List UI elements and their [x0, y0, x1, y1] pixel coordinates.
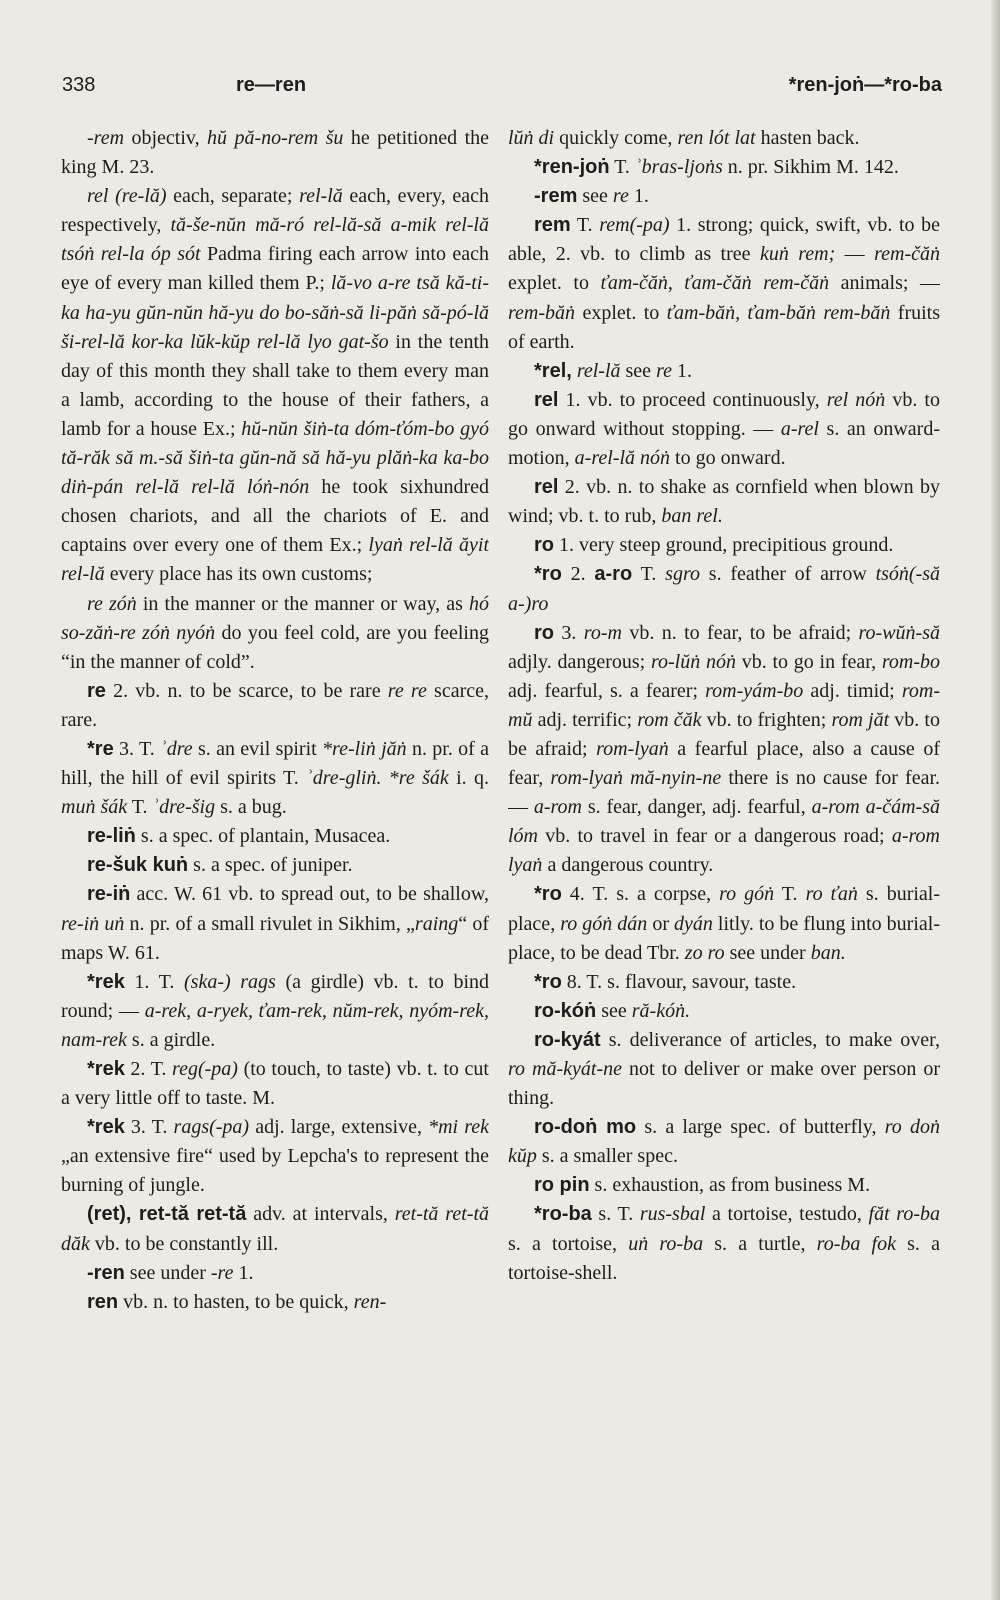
definition-text: 3. T. [124, 1116, 174, 1139]
headword: re-šuk kuṅ [87, 854, 189, 877]
dictionary-entry [61, 1200, 489, 1258]
headword: a-ro [594, 563, 633, 586]
definition-text: „an extensive fire“ used by Lepcha's to represent the burning of jungle. [61, 1145, 489, 1197]
lepcha-text: rom-lyaṅ [596, 737, 669, 760]
definition-text: 3. T. [113, 737, 161, 760]
dictionary-entry [508, 357, 940, 386]
headword: *rek [87, 1116, 125, 1139]
lepcha-text: re-iṅ uṅ [61, 912, 125, 935]
definition-text: s. an evil spirit [192, 737, 323, 760]
definition-text: Padma firing each arrow into each eye of every man killed them P.; [61, 243, 489, 295]
definition-text: 1. very steep ground, precipitious ground. [554, 534, 894, 557]
definition-text: 2. vb. n. to be scarce, to be rare [105, 679, 388, 702]
lepcha-text: hŭ pă-no-rem šu [207, 127, 344, 149]
dictionary-entry [508, 531, 940, 560]
lepcha-text: hŭ-nŭn šiṅ-ta dóm-ťóm-bo gyó tă-răk să m.-să šiṅ-ta gŭn-nă să hă-yu plăṅ-ka ka-bo diṅ-pán rel-lă rel-lă lóṅ-nón [61, 417, 489, 499]
lepcha-text: ʾdre-šig [152, 796, 216, 819]
definition-text: 1. T. [124, 970, 185, 993]
lepcha-text: lă-vo a-re tsă kă-ti-ka ha-yu gŭn-nŭn hă-yu do bo-săṅ-să li-păṅ să-pó-lă ši-rel-lă kor-ka lŭk-kŭp rel-lă lyo gat-šo [61, 272, 489, 353]
lepcha-text: -re [210, 1261, 234, 1284]
dictionary-entry [508, 1171, 940, 1200]
lepcha-text: ren- [353, 1290, 387, 1313]
lepcha-text: rel-lă [299, 185, 343, 208]
definition-text: n. pr. of a small rivulet in Sikhim, „ [124, 912, 415, 935]
definition-text: 1. strong; quick, swift, vb. to be able, 2. vb. to climb as tree [508, 214, 940, 266]
definition-text: see [620, 359, 657, 382]
headword: (ret), ret-tă ret-tă [87, 1203, 247, 1226]
definition-text: s. a tortoise-shell. [508, 1232, 940, 1284]
definition-text: vb. to go onward without stopping. — [508, 388, 940, 440]
dictionary-entry [61, 677, 489, 735]
dictionary-entry [508, 968, 940, 997]
right-column [508, 124, 940, 1574]
lepcha-text: ʾdre-gliṅ. *re šák [306, 767, 449, 790]
lepcha-text: *mi rek [428, 1116, 489, 1139]
dictionary-entry [61, 124, 489, 182]
dictionary-entry [508, 1200, 940, 1287]
definition-text: litly. to be flung into burial-place, to be dead Tbr. [508, 912, 940, 964]
lepcha-text: ban rel. [661, 505, 723, 528]
dictionary-entry [61, 182, 489, 589]
lepcha-text: ťam-băṅ, ťam-băṅ rem-băṅ [666, 301, 891, 324]
definition-text: s. burial-place, [508, 883, 940, 935]
definition-text: or [647, 912, 674, 935]
headword: ro-doṅ mo [534, 1116, 637, 1139]
headword: *rek [87, 970, 125, 993]
headword: *ro [534, 970, 562, 993]
definition-text: acc. W. 61 vb. to spread out, to be shallow, [130, 883, 489, 906]
definition-text: s. T. [591, 1203, 640, 1226]
definition-text: T. [570, 214, 600, 237]
definition-text: see [577, 185, 613, 208]
definition-text: — [835, 243, 875, 266]
lepcha-text: a-rek, a-ryek, ťam-rek, nŭm-rek, nyóm-rek, nam-rek [61, 999, 489, 1051]
headword: *rel, [534, 359, 572, 382]
definition-text: n. pr. of a hill, the hill of evil spirits T. [61, 737, 489, 790]
definition-text: i. q. [448, 767, 489, 790]
definition-text: adj. timid; [803, 679, 902, 702]
definition-text: vb. n. to fear, to be afraid; [621, 621, 859, 644]
dictionary-entry [508, 1026, 940, 1113]
definition-text: he petitioned the king M. 23. [61, 127, 489, 179]
lepcha-text: ro mă-kyát-ne [508, 1058, 622, 1080]
lepcha-text: ro ťaṅ [805, 883, 858, 906]
definition-text: 8. T. s. flavour, savour, taste. [561, 970, 797, 993]
lepcha-text: rom čăk [637, 708, 702, 731]
definition-text: adj. large, extensive, [249, 1116, 429, 1139]
definition-text: s. a smaller spec. [536, 1145, 678, 1168]
definition-text: in the tenth day of this month they shall take to them every man a lamb, according to the house of their fathers, a lamb for a house Ex.; [61, 330, 489, 440]
dictionary-entry [61, 968, 489, 1055]
lepcha-text: ro-wŭṅ-să [858, 621, 940, 644]
definition-text: a fearful place, also a cause of fear, [508, 737, 940, 790]
page-number: 338 [62, 74, 96, 96]
lepcha-text: rom-bo [881, 650, 940, 673]
definition-text: adj. fearful, s. a fearer; [508, 679, 706, 702]
lepcha-text: re zóṅ [87, 592, 137, 615]
definition-text: explet. to [575, 301, 667, 324]
headword: *ro [534, 883, 562, 906]
left-running-title: re—ren [236, 74, 307, 96]
lepcha-text: a-rom a-čám-să lóm [508, 796, 940, 848]
lepcha-text: reg(-pa) [172, 1058, 238, 1080]
definition-text: do you feel cold, are you feeling “in the manner of cold”. [61, 621, 489, 673]
headword: rel [534, 476, 559, 499]
definition-text: s. a tortoise, [508, 1232, 629, 1255]
lepcha-text: ren lót lat [677, 127, 756, 149]
lepcha-text: ro góṅ [719, 883, 775, 906]
lepcha-text: rom-mŭ [508, 679, 940, 731]
lepcha-text: a-rel [780, 417, 819, 440]
headword: *re [87, 737, 114, 760]
headword: ro-kyát [534, 1028, 601, 1051]
lepcha-text: sgro [665, 563, 700, 586]
dictionary-entry [508, 560, 940, 618]
lepcha-text: tă-še-nŭn mă-ró rel-lă-să a-mik rel-lă tsóṅ rel-la óp sót [61, 214, 489, 266]
definition-text: s. deliverance of articles, to make over, [600, 1028, 940, 1051]
lepcha-text: făt ro-ba [868, 1203, 940, 1226]
definition-text: to go onward. [670, 447, 786, 470]
dictionary-entry [61, 1113, 489, 1200]
dictionary-entry [508, 880, 940, 967]
definition-text: animals; — [829, 272, 940, 295]
dictionary-entry [508, 1113, 940, 1171]
headword: -ren [87, 1261, 125, 1284]
lepcha-text: ret-tă ret-tă dăk [61, 1203, 489, 1255]
lepcha-text: rel-lă [576, 359, 621, 382]
lepcha-text: rem-băṅ [508, 301, 576, 324]
headword: *ro-ba [534, 1203, 592, 1226]
definition-text: vb. to frighten; [701, 708, 832, 731]
definition-text: 2. vb. n. to shake as cornfield when blown by wind; vb. t. to rub, [508, 476, 940, 528]
headword: *ro [534, 563, 562, 586]
lepcha-text: hó so-zăṅ-re zóṅ nyóṅ [61, 592, 489, 644]
dictionary-entry [61, 1259, 489, 1288]
definition-text: vb. n. to hasten, to be quick, [118, 1290, 354, 1313]
dictionary-entry [508, 153, 940, 182]
headword: ro pin [534, 1174, 590, 1197]
lepcha-text: a-rom [533, 796, 583, 819]
definition-text: vb. to travel in fear or a dangerous road; [538, 825, 892, 848]
definition-text: s. a turtle, [703, 1232, 817, 1255]
lepcha-text: rom-lyaṅ mă-nyin-ne [550, 767, 722, 790]
lepcha-text: a-rel-lă nóṅ [574, 447, 671, 470]
dictionary-entry [508, 182, 940, 211]
definition-text: s. a girdle. [126, 1028, 216, 1051]
lepcha-text: ʾdre [160, 737, 193, 760]
definition-text: a dangerous country. [542, 854, 714, 877]
dictionary-entry [508, 386, 940, 473]
lepcha-text: re [656, 359, 672, 382]
dictionary-entry [61, 851, 489, 880]
page-edge-shadow [991, 0, 1000, 1600]
definition-text: adv. at intervals, [246, 1203, 395, 1226]
definition-text: s. a spec. of juniper. [188, 854, 353, 877]
definition-text: 1. [233, 1261, 254, 1284]
definition-text: 2. T. [124, 1058, 173, 1080]
headword: ro [534, 621, 554, 644]
headword: ro-kóṅ [534, 999, 597, 1022]
lepcha-text: ro góṅ dán [560, 912, 648, 935]
lepcha-text: rem(-pa) [599, 214, 670, 237]
lepcha-text: raing [414, 912, 459, 935]
lepcha-text: rel nóṅ [826, 388, 886, 411]
definition-text: s. an onward-motion, [508, 417, 940, 470]
definition-text: (a girdle) vb. t. to bind round; — [61, 970, 489, 1022]
dictionary-entry [508, 473, 940, 531]
definition-text: s. exhaustion, as from business M. [589, 1174, 871, 1197]
definition-text: s. feather of arrow [699, 563, 876, 586]
lepcha-text: uṅ ro-ba [628, 1232, 704, 1255]
dictionary-entry [61, 1288, 489, 1317]
definition-text: s. a large spec. of butterfly, [636, 1116, 885, 1139]
definition-text: quickly come, [554, 127, 678, 149]
definition-text: T. [127, 796, 153, 819]
lepcha-text: lŭṅ di [508, 127, 555, 149]
lepcha-text: ro-m [583, 621, 622, 644]
lepcha-text: re re [387, 679, 427, 702]
definition-text: each, separate; [166, 185, 300, 208]
dictionary-entry [508, 124, 940, 153]
left-column [61, 124, 489, 1574]
running-header [62, 74, 942, 110]
lepcha-text: rus-sbal [639, 1203, 706, 1226]
definition-text: adjly. dangerous; [508, 650, 651, 673]
lepcha-text: ban. [810, 941, 846, 964]
definition-text: 3. [554, 621, 584, 644]
lepcha-text: rom jăt [831, 708, 890, 731]
lepcha-text: ră-kóṅ. [631, 999, 691, 1022]
headword: ren [87, 1290, 119, 1313]
headword: rem [534, 214, 571, 237]
lepcha-text: lyaṅ rel-lă ăyit rel-lă [61, 534, 489, 586]
definition-text: not to deliver or make over person or thing. [508, 1058, 940, 1110]
definition-text: T. [609, 156, 635, 179]
lepcha-text: ʾbras-ljoṅs [634, 156, 723, 179]
dictionary-entry [508, 619, 940, 881]
lepcha-text: zo ro [684, 941, 725, 964]
headword: ro [534, 534, 554, 557]
headword: re-liṅ [87, 825, 136, 848]
definition-text: s. fear, danger, adj. fearful, [582, 796, 812, 819]
definition-text: vb. to go in fear, [735, 650, 882, 673]
definition-text: see under [724, 941, 811, 964]
definition-text: 2. [561, 563, 595, 586]
definition-text: n. pr. Sikhim M. 142. [722, 156, 899, 179]
dictionary-entry [61, 822, 489, 851]
definition-text: every place has its own customs; [104, 563, 373, 586]
dictionary-entry [61, 735, 489, 822]
definition-text: 4. T. s. a corpse, [561, 883, 720, 906]
definition-text: 1. [671, 359, 692, 382]
lepcha-text: (ska-) rags [184, 970, 276, 993]
definition-text: adj. terrific; [532, 708, 638, 731]
definition-text: there is no cause for fear. — [508, 767, 940, 819]
headword: *rek [87, 1058, 125, 1080]
lepcha-text: ťam-čăṅ, ťam-čăṅ rem-čăṅ [600, 272, 830, 295]
dictionary-entry [61, 1055, 489, 1113]
lepcha-text: -rem [87, 127, 125, 149]
lepcha-text: muṅ šák [61, 796, 128, 819]
definition-text: vb. to be afraid; [508, 708, 940, 760]
lepcha-text: rom-yám-bo [705, 679, 804, 702]
lepcha-text: a-rom lyaṅ [508, 825, 940, 877]
lepcha-text: tsóṅ(-să a-)ro [508, 563, 940, 615]
definition-text: T. [774, 883, 806, 906]
dictionary-entry [508, 997, 940, 1026]
definition-text: objectiv, [124, 127, 208, 149]
definition-text: T. [632, 563, 666, 586]
definition-text: vb. to be constantly ill. [89, 1232, 279, 1255]
definition-text: s. a bug. [215, 796, 287, 819]
definition-text: see [596, 999, 632, 1022]
definition-text: in the manner or the manner or way, as [136, 592, 470, 615]
definition-text: fruits of earth. [508, 301, 940, 353]
definition-text: s. a spec. of plantain, Musacea. [135, 825, 391, 848]
definition-text: a tortoise, testudo, [705, 1203, 869, 1226]
lepcha-text: rel (re-lă) [87, 185, 167, 208]
lepcha-text: ro-ba fok [816, 1232, 896, 1255]
lepcha-text: ro doṅ kŭp [508, 1116, 940, 1168]
lepcha-text: ro-lŭṅ nóṅ [650, 650, 736, 673]
definition-text: explet. to [508, 272, 601, 295]
definition-text: scarce, rare. [61, 679, 489, 731]
definition-text: (to touch, to taste) vb. t. to cut a very little off to taste. M. [61, 1058, 489, 1110]
definition-text: hasten back. [755, 127, 860, 149]
lepcha-text: *re-liṅ jăṅ [322, 737, 407, 760]
dictionary-entry [61, 590, 489, 677]
definition-text: 1. vb. to proceed continuously, [558, 388, 827, 411]
lepcha-text: re [612, 185, 629, 208]
definition-text: he took sixhundred chosen chariots, and all the chariots of E. and captains over every one of them Ex.; [61, 476, 489, 557]
headword: rel [534, 388, 559, 411]
right-running-title: *ren-joṅ—*ro-ba [788, 74, 942, 96]
dictionary-entry [61, 880, 489, 967]
definition-text: see under [124, 1261, 211, 1284]
headword: -rem [534, 185, 578, 208]
definition-text: 1. [628, 185, 649, 208]
definition-text: each, every, each respectively, [61, 185, 489, 237]
headword: *ren-joṅ [534, 156, 610, 179]
lepcha-text: kuṅ rem; [759, 243, 836, 266]
headword: re-iṅ [87, 883, 131, 906]
dictionary-entry [508, 211, 940, 356]
lepcha-text: dyán [674, 912, 713, 935]
lepcha-text: rem-čăṅ [874, 243, 940, 266]
definition-text: “ of maps W. 61. [61, 912, 489, 964]
lepcha-text: rags(-pa) [173, 1116, 250, 1139]
headword: re [87, 679, 106, 702]
